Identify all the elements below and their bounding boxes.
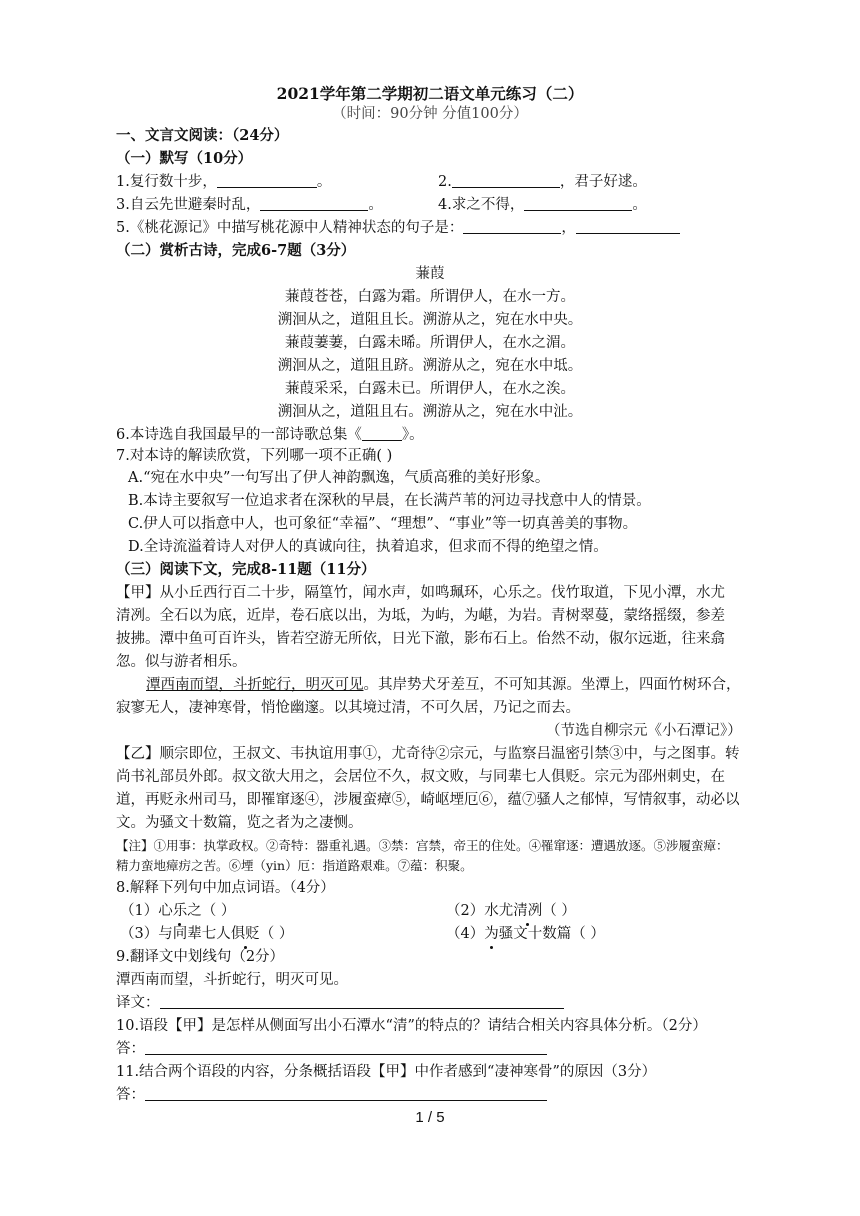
question-11: 11.结合两个语段的内容，分条概括语段【甲】中作者感到“凄神寒骨”的原因（3分） [116, 1064, 657, 1080]
passage-yi-line: 【乙】顺宗即位，王叔文、韦执谊用事①，尤奇待②宗元，与监察吕温密引禁③中，与之图事。转 [116, 746, 740, 762]
question-5-comma: ， [561, 220, 576, 236]
question-4-text: 4.求之不得， [438, 197, 525, 213]
question-6 [116, 425, 424, 445]
question-6-end: 》。 [401, 427, 424, 443]
dotted-word: 清冽 [513, 903, 543, 919]
question-6-text: 6.本诗选自我国最早的一部诗歌总集《 [116, 427, 362, 443]
question-2-number: 2. [438, 174, 452, 190]
question-2 [438, 172, 647, 192]
dotted-word: 为 [484, 926, 499, 942]
answer-line[interactable] [145, 1039, 547, 1055]
dotted-word: 俱贬 [230, 926, 260, 942]
section-heading: 一、文言文阅读：（24分） [116, 127, 289, 144]
question-10: 10.语段【甲】是怎样从侧面写出小石潭水“清”的特点的？请结合相关内容具体分析。（2分） [116, 1018, 707, 1034]
question-1-end: 。 [316, 174, 332, 190]
poem-title: 蒹葭 [415, 266, 445, 282]
question-10-answer [116, 1039, 547, 1059]
item-suffix: （ ） [542, 903, 576, 919]
answer-blank[interactable] [260, 195, 368, 211]
poem-line: 蒹葭采采，白露未已。所谓伊人，在水之涘。 [285, 381, 575, 397]
question-3-end: 。 [368, 197, 383, 213]
passage-jia-text: 。其岸势犬牙差互，不可知其源。坐潭上，四面竹树环合， [363, 677, 741, 693]
answer-line[interactable] [160, 993, 564, 1009]
question-9-answer [116, 993, 564, 1013]
page-number: 1 / 5 [415, 1109, 445, 1126]
passage-jia-line: 寂寥无人，凄神寒骨，悄怆幽邃。以其境过清，不可久居，乃记之而去。 [116, 700, 580, 716]
question-1-text: 1.复行数十步， [116, 174, 217, 190]
underlined-sentence: 潭西南而望，斗折蛇行，明灭可见 [146, 677, 364, 693]
item-prefix: （4） [446, 926, 485, 942]
passage-source: （节选自柳宗元《小石潭记》） [546, 723, 742, 739]
passage-jia-line: 【甲】从小丘西行百二十步，隔篁竹，闻水声，如鸣珮环，心乐之。伐竹取道，下见小潭，水尤 [116, 585, 725, 601]
answer-label: 译文： [116, 995, 160, 1011]
answer-line[interactable] [145, 1085, 547, 1101]
part2-heading: （二）赏析古诗，完成6-7题（3分） [116, 242, 356, 259]
question-8-item-2 [446, 901, 576, 921]
annotation-line: 【注】①用事：执掌政权。②奇特：器重礼遇。③禁：宫禁，帝王的住处。④罹窜逐：遭遇放逐。⑤涉履蛮瘴： [116, 838, 729, 853]
passage-jia-line: 披拂。潭中鱼可百许头，皆若空游无所依，日光下澈，影布石上。佁然不动，俶尔远逝，往来翕 [116, 631, 725, 647]
passage-jia-line: 清冽。全石以为底，近岸，卷石底以出，为坻，为屿，为嵁，为岩。青树翠蔓，蒙络摇缀，参差 [116, 608, 725, 624]
item-prefix: （3）与同辈七人 [120, 926, 231, 942]
question-11-answer [116, 1085, 547, 1105]
passage-yi-line: 道，再贬永州司马，即罹窜逐④，涉履蛮瘴⑤，崎岖堙厄⑥，蕴⑦骚人之郁悼，写情叙事，动必以 [116, 792, 740, 808]
question-8-item-1 [120, 901, 235, 921]
annotation-line: 精力蛮地瘴疠之苦。⑥堙（yin）厄：指道路艰难。⑦蕴：积聚。 [116, 858, 473, 873]
answer-blank[interactable] [362, 425, 402, 441]
option-b: B.本诗主要叙写一位追求者在深秋的早晨，在长满芦苇的河边寻找意中人的情景。 [128, 493, 651, 509]
question-4 [438, 195, 647, 215]
answer-label: 答： [116, 1087, 145, 1103]
option-c: C.伊人可以指意中人，也可象征“幸福”、“理想”、“事业”等一切真善美的事物。 [128, 516, 638, 532]
passage-jia-line: 忽。似与游者相乐。 [116, 654, 247, 670]
passage-yi-line: 文。为骚文十数篇，览之者为之凄恻。 [116, 815, 363, 831]
exam-subtitle: （时间：90分钟 分值100分） [332, 106, 528, 122]
poem-line: 蒹葭苍苍，白露为霜。所谓伊人，在水一方。 [285, 289, 575, 305]
question-2-text: ，君子好逑。 [559, 174, 647, 190]
question-8-item-4 [446, 924, 605, 944]
passage-jia-para2 [146, 675, 741, 695]
poem-line: 溯洄从之，道阻且跻。溯游从之，宛在水中坻。 [277, 358, 583, 374]
dotted-word: 乐 [172, 903, 188, 919]
answer-blank[interactable] [452, 172, 560, 188]
answer-blank[interactable] [524, 195, 632, 211]
question-3 [116, 195, 383, 215]
poem-line: 溯洄从之，道阻且长。溯游从之，宛在水中央。 [277, 312, 583, 328]
question-9-sentence: 潭西南而望，斗折蛇行，明灭可见。 [116, 972, 348, 988]
question-3-text: 3.自云先世避秦时乱， [116, 197, 261, 213]
question-4-end: 。 [632, 197, 647, 213]
poem-line: 溯洄从之，道阻且右。溯游从之，宛在水中沚。 [277, 404, 583, 420]
option-a: A.“宛在水中央”一句写出了伊人神韵飘逸，气质高雅的美好形象。 [128, 470, 550, 486]
item-prefix: （2）水尤 [446, 903, 514, 919]
item-prefix: （1）心 [120, 903, 173, 919]
option-d: D.全诗流溢着诗人对伊人的真诚向往，执着追求，但求而不得的绝望之情。 [128, 539, 608, 555]
question-5-text: 5.《桃花源记》中描写桃花源中人精神状态的句子是： [116, 220, 464, 236]
part1-heading: （一）默写（10分） [116, 150, 253, 167]
question-1 [116, 172, 331, 192]
part3-heading: （三）阅读下文，完成8-11题（11分） [116, 561, 376, 578]
item-suffix: （ ） [259, 926, 294, 942]
question-9: 9.翻译文中划线句（2分） [116, 949, 285, 965]
question-7: 7.对本诗的解读欣赏，下列哪一项不正确( ) [116, 448, 393, 464]
item-suffix: 之（ ） [187, 903, 236, 919]
answer-blank[interactable] [576, 218, 680, 234]
exam-title: 2021学年第二学期初二语文单元练习（二） [276, 84, 584, 103]
answer-blank[interactable] [217, 172, 317, 188]
answer-blank[interactable] [463, 218, 561, 234]
answer-label: 答： [116, 1041, 145, 1057]
question-8-item-3 [120, 924, 293, 944]
passage-yi-line: 尚书礼部员外郎。叔文欲大用之，会居位不久，叔文败，与同辈七人俱贬。宗元为邵州刺史，在 [116, 769, 725, 785]
poem-line: 蒹葭萋萋，白露未晞。所谓伊人，在水之湄。 [285, 335, 575, 351]
question-8: 8.解释下列句中加点词语。（4分） [116, 880, 335, 896]
item-suffix: 骚文十数篇（ ） [498, 926, 605, 942]
question-5 [116, 218, 680, 238]
